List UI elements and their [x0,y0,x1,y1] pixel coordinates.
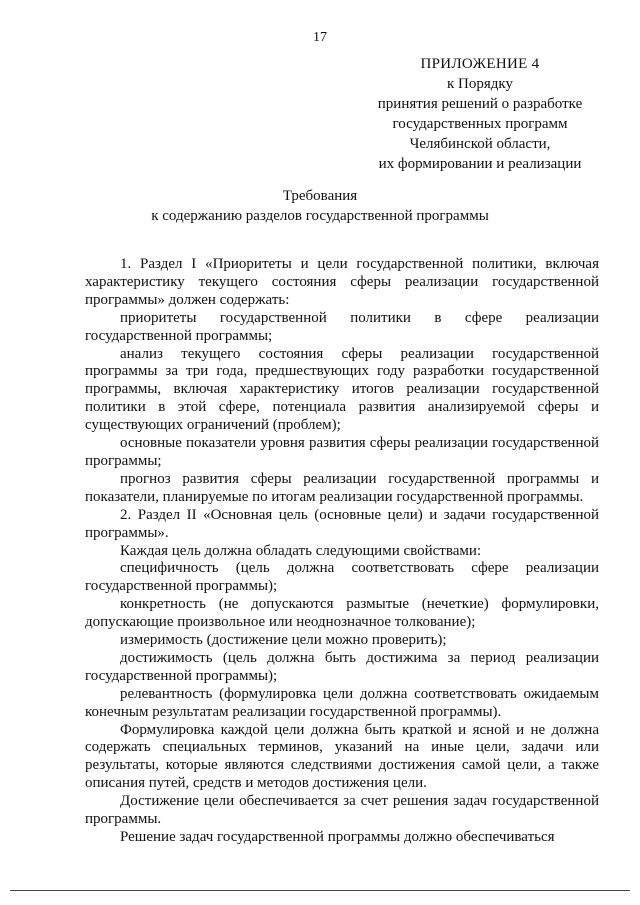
appendix-line: государственных программ [392,116,568,132]
document-body [85,256,599,847]
paragraph: конкретность (не допускаются размытые (нечеткие) формулировки, допускающие произвольное или неоднозначное толкование); [85,596,599,631]
paragraph: релевантность (формулировка цели должна соответствовать ожидаемым конечным результатам реализации государственной программы). [85,685,599,720]
paragraph: 1. Раздел I «Приоритеты и цели государственной политики, включая характеристику текущего состояния сферы реализации государственной программы» должен содержать: [85,256,599,308]
paragraph: Достижение цели обеспечивается за счет решения задач государственной программы. [85,793,599,828]
appendix-line: к Порядку [447,76,513,92]
document-title-line2: к содержанию разделов государственной программы [151,208,489,224]
paragraph: специфичность (цель должна соответствовать сфере реализации государственной программы); [85,560,599,595]
document-title [0,186,640,226]
paragraph: 2. Раздел II «Основная цель (основные цели) и задачи государственной программы». [85,506,599,541]
appendix-line: их формировании и реализации [378,156,582,172]
paragraph: основные показатели уровня развития сферы реализации государственной программы; [85,435,599,469]
paragraph: Решение задач государственной программы должно обеспечиваться [120,829,555,845]
page-number: 17 [313,30,327,45]
appendix-line: принятия решений о разработке [377,96,583,112]
document-title-line1: Требования [282,188,358,204]
paragraph: приоритеты государственной политики в сфере реализации государственной программы; [85,309,599,344]
paragraph: прогноз развития сферы реализации государственной программы и показатели, планируемые по итогам реализации государственной программы. [85,470,599,505]
appendix-block [360,54,600,174]
paragraph: Каждая цель должна обладать следующими свойствами: [120,542,482,559]
bottom-rule [10,890,630,891]
appendix-title: ПРИЛОЖЕНИЕ 4 [420,56,540,72]
appendix-line: Челябинской области, [409,136,551,152]
paragraph: измеримость (достижение цели можно проверить); [120,632,447,649]
paragraph: достижимость (цель должна быть достижима за период реализации государственной программы); [85,649,599,684]
paragraph: анализ текущего состояния сферы реализации государственной программы за три года, предшествующих году разработки государственной программы, включая характеристику итогов реализации государственной политики в этой сфере, потенциала развития анализируемой сферы и существующих ограничений (проблем); [85,345,599,434]
paragraph: Формулировка каждой цели должна быть краткой и ясной и не должна содержать специальных терминов, указаний на иные цели, задачи или результаты, которые являются следствиями достижения самой цели, а также описания путей, средств и методов достижения цели. [85,721,599,792]
